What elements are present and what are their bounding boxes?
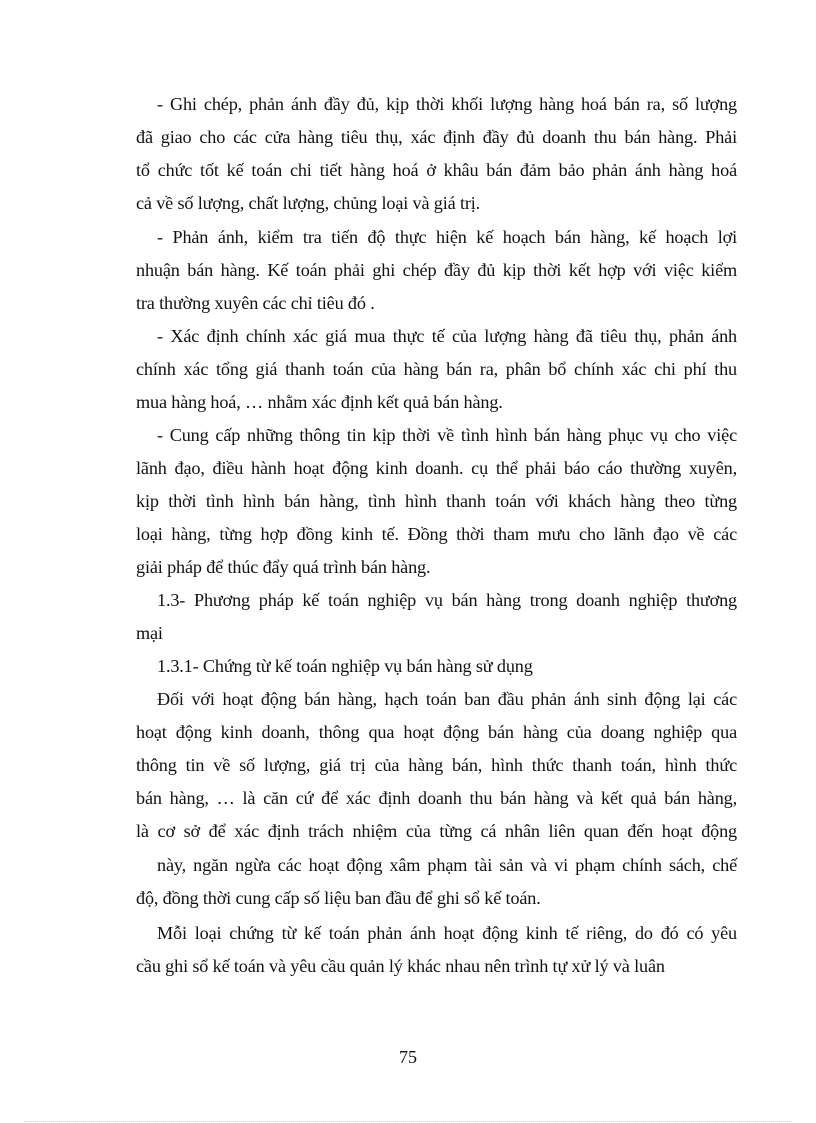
section-heading-1-3-line-2: mại bbox=[136, 623, 163, 643]
paragraph-3-line-2: chính xác tổng giá thanh toán của hàng bán ra, phân bổ chính xác chi phí thu bbox=[136, 359, 737, 379]
paragraph-5-line-6: này, ngăn ngừa các hoạt động xâm phạm tài sản và vi phạm chính sách, chế bbox=[157, 855, 737, 875]
paragraph-6-line-2: cầu ghi sổ kế toán và yêu cầu quản lý khác nhau nên trình tự xử lý và luân bbox=[136, 956, 665, 976]
paragraph-2-line-2: nhuận bán hàng. Kế toán phải ghi chép đầy đủ kịp thời kết hợp với việc kiểm bbox=[136, 260, 737, 280]
paragraph-6-line-1: Mỗi loại chứng từ kế toán phản ánh hoạt động kinh tế riêng, do đó có yêu bbox=[157, 923, 737, 943]
paragraph-1-line-1: - Ghi chép, phản ánh đầy đủ, kịp thời khối lượng hàng hoá bán ra, số lượng bbox=[157, 94, 737, 114]
section-heading-1-3-line-1: 1.3- Phương pháp kế toán nghiệp vụ bán hàng trong doanh nghiệp thương bbox=[157, 590, 737, 610]
paragraph-3-line-1: - Xác định chính xác giá mua thực tế của lượng hàng đã tiêu thụ, phản ánh bbox=[157, 326, 737, 346]
paragraph-4-line-4: loại hàng, từng hợp đồng kinh tế. Đồng thời tham mưu cho lãnh đạo về các bbox=[136, 524, 737, 544]
paragraph-1-line-4: cả về số lượng, chất lượng, chủng loại và giá trị. bbox=[136, 193, 481, 213]
paragraph-5-line-7: độ, đồng thời cung cấp số liệu ban đầu để ghi sổ kế toán. bbox=[136, 888, 541, 908]
paragraph-4-line-2: lãnh đạo, điều hành hoạt động kinh doanh. cụ thể phải báo cáo thường xuyên, bbox=[136, 458, 737, 478]
paragraph-5-line-5: là cơ sở để xác định trách nhiệm của từng cá nhân liên quan đến hoạt động bbox=[136, 821, 737, 841]
paragraph-4-line-3: kịp thời tình hình bán hàng, tình hình thanh toán với khách hàng theo từng bbox=[136, 491, 737, 511]
paragraph-5-line-4: bán hàng, … là căn cứ để xác định doanh thu bán hàng và kết quả bán hàng, bbox=[136, 788, 737, 808]
section-heading-1-3-1: 1.3.1- Chứng từ kế toán nghiệp vụ bán hàng sử dụng bbox=[157, 656, 533, 676]
paragraph-2-line-3: tra thường xuyên các chỉ tiêu đó . bbox=[136, 293, 375, 313]
paragraph-2-line-1: - Phản ánh, kiểm tra tiến độ thực hiện kế hoạch bán hàng, kế hoạch lợi bbox=[157, 227, 737, 247]
paragraph-1-line-2: đã giao cho các cửa hàng tiêu thụ, xác định đầy đủ doanh thu bán hàng. Phải bbox=[136, 127, 737, 147]
paragraph-1-line-3: tổ chức tốt kế toán chi tiết hàng hoá ở khâu bán đảm bảo phản ánh hàng hoá bbox=[136, 160, 737, 180]
paragraph-4-line-1: - Cung cấp những thông tin kịp thời về tình hình bán hàng phục vụ cho việc bbox=[157, 425, 737, 445]
paragraph-3-line-3: mua hàng hoá, … nhằm xác định kết quả bán hàng. bbox=[136, 392, 503, 412]
paragraph-5-line-1: Đối với hoạt động bán hàng, hạch toán ban đầu phản ánh sinh động lại các bbox=[157, 689, 737, 709]
paragraph-5-line-3: thông tin về số lượng, giá trị của hàng bán, hình thức thanh toán, hình thức bbox=[136, 755, 737, 775]
paragraph-5-line-2: hoạt động kinh doanh, thông qua hoạt động bán hàng của doang nghiệp qua bbox=[136, 722, 737, 742]
page-bottom-border bbox=[24, 1121, 792, 1122]
page-number: 75 bbox=[399, 1047, 417, 1067]
paragraph-4-line-5: giải pháp để thúc đẩy quá trình bán hàng. bbox=[136, 557, 431, 577]
